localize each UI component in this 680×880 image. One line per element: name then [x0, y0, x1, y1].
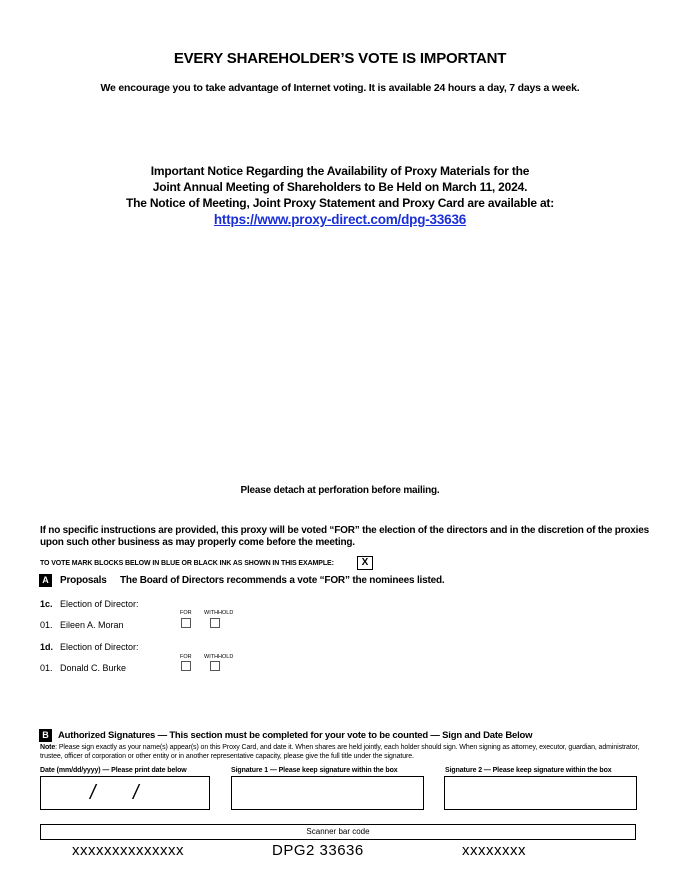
note-label: Note [40, 744, 56, 751]
nominee-1c-for-checkbox[interactable] [181, 618, 191, 628]
section-a-title: Proposals [60, 575, 107, 586]
vote-mark-example-box: X [357, 556, 373, 570]
signature-1-label: Signature 1 — Please keep signature within the box [231, 767, 398, 774]
section-b-badge: B [39, 729, 52, 742]
default-vote-instructions: If no specific instructions are provided, this proxy will be voted “FOR” the election of the directors and in the discretion of the proxies upon such other business as may properly come before the meeting. [40, 525, 649, 548]
proposal-1d-for-label: FOR [180, 654, 192, 660]
proxy-materials-link[interactable]: https://www.proxy-direct.com/dpg-33636 [213, 212, 467, 227]
nominee-1d-name: Donald C. Burke [60, 663, 127, 673]
notice-line-1: Important Notice Regarding the Availability of Proxy Materials for the [150, 164, 530, 178]
proposal-1d-code: 1d. [40, 642, 54, 652]
footer-code-right: xxxxxxxx [462, 842, 526, 859]
notice-line-2: Joint Annual Meeting of Shareholders to Be Held on March 11, 2024. [152, 180, 528, 194]
nominee-1d-for-checkbox[interactable] [181, 661, 191, 671]
notice-line-3: The Notice of Meeting, Joint Proxy Statement and Proxy Card are available at: [125, 196, 555, 210]
date-separator-1: / [90, 782, 96, 804]
proposal-1c-label: Election of Director: [60, 599, 139, 609]
nominee-1d-number: 01. [40, 663, 53, 673]
signature-note [40, 744, 640, 761]
section-a-badge: A [39, 574, 52, 587]
detach-notice: Please detach at perforation before mailing. [240, 485, 440, 496]
proposal-1c-code: 1c. [40, 599, 53, 609]
page-title: EVERY SHAREHOLDER’S VOTE IS IMPORTANT [173, 50, 507, 67]
signature-2-field[interactable] [444, 776, 637, 810]
page-subtitle: We encourage you to take advantage of Internet voting. It is available 24 hours a day, 7 days a week. [100, 82, 580, 94]
proposal-1d-label: Election of Director: [60, 642, 139, 652]
signature-1-field[interactable] [231, 776, 424, 810]
date-field-label: Date (mm/dd/yyyy) — Please print date below [40, 767, 187, 774]
footer-code-left: xxxxxxxxxxxxxx [72, 842, 184, 859]
vote-mark-instruction: TO VOTE MARK BLOCKS BELOW IN BLUE OR BLACK INK AS SHOWN IN THIS EXAMPLE: [40, 560, 334, 567]
note-text: : Please sign exactly as your name(s) appear(s) on this Proxy Card, and date it. When shares are held jointly, each holder should sign. When signing as attorney, executor, guardian, administrator, trustee, officer of corporation or other entity or in another representative capacity, please give the full title under the signature. [40, 744, 640, 760]
nominee-1c-withhold-checkbox[interactable] [210, 618, 220, 628]
nominee-1c-number: 01. [40, 620, 53, 630]
nominee-1c-name: Eileen A. Moran [60, 620, 124, 630]
date-field[interactable] [40, 776, 210, 810]
proposal-1c-for-label: FOR [180, 610, 192, 616]
proposal-1c-withhold-label: WITHHOLD [204, 610, 234, 616]
section-a-description: The Board of Directors recommends a vote “FOR” the nominees listed. [120, 575, 445, 586]
footer-code-center: DPG2 33636 [272, 842, 364, 859]
section-b-title: Authorized Signatures — This section must be completed for your vote to be counted — Sign and Date Below [58, 730, 533, 741]
proposal-1d-withhold-label: WITHHOLD [204, 654, 234, 660]
signature-2-label: Signature 2 — Please keep signature within the box [445, 767, 612, 774]
nominee-1d-withhold-checkbox[interactable] [210, 661, 220, 671]
scanner-bar-code: Scanner bar code [40, 824, 636, 840]
date-separator-2: / [133, 782, 139, 804]
